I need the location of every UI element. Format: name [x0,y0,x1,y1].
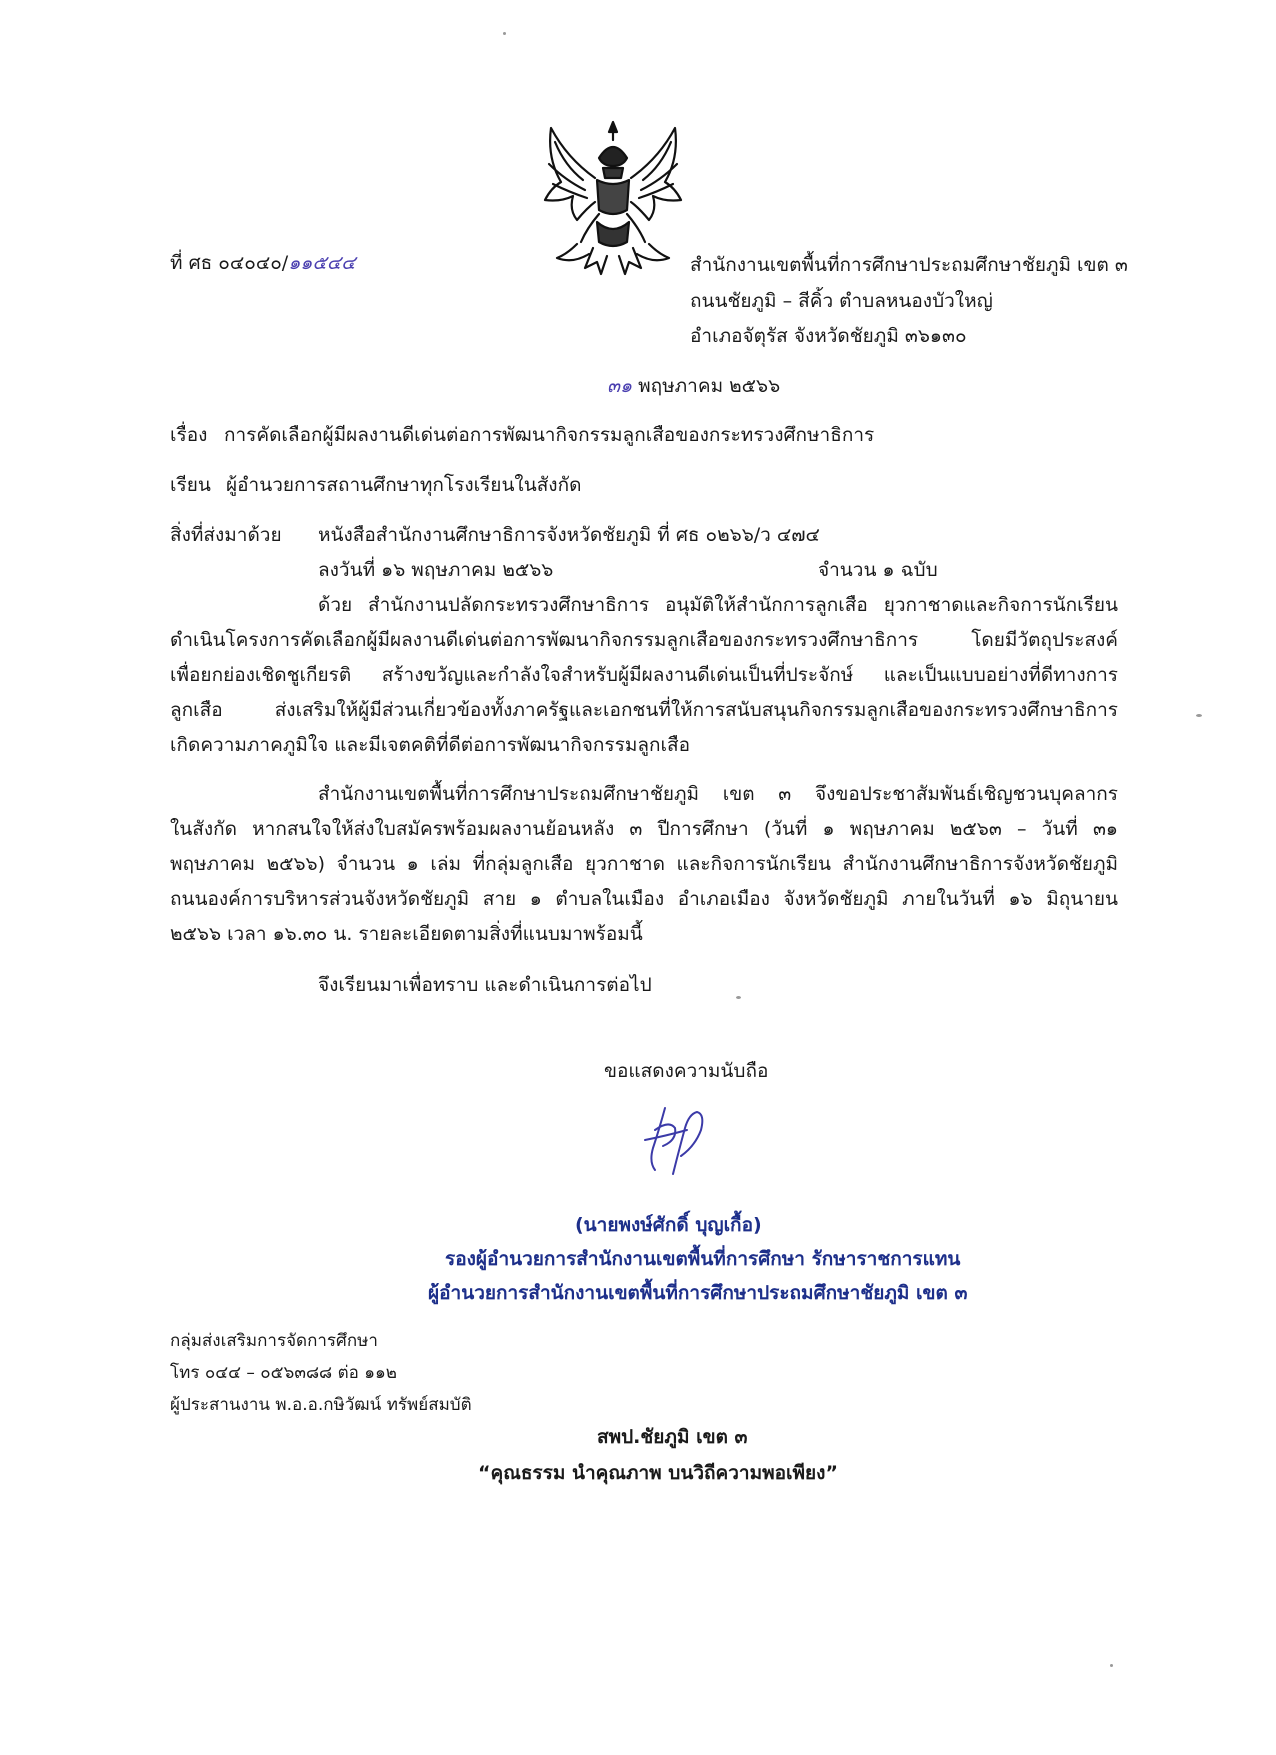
paragraph2-line1: สำนักงานเขตพื้นที่การศึกษาประถมศึกษาชัยภูมิ เขต ๓ จึงขอประชาสัมพันธ์เชิญชวนบุคลากร [318,783,1118,805]
date-month-year: พฤษภาคม ๒๕๖๖ [638,375,781,397]
reference-number-prefix: ที่ ศธ ๐๔๐๔๐/ [170,252,289,274]
scan-speck [1196,714,1202,717]
enclosure-label: สิ่งที่ส่งมาด้วย [170,524,282,546]
signer-title-line2: ผู้อำนวยการสำนักงานเขตพื้นที่การศึกษาประถมศึกษาชัยภูมิ เขต ๓ [428,1282,968,1304]
paragraph2-line2: ในสังกัด หากสนใจให้ส่งใบสมัครพร้อมผลงานย้อนหลัง ๓ ปีการศึกษา (วันที่ ๑ พฤษภาคม ๒๕๖๓ – วันที่ ๓๑ [170,818,1118,840]
footer-office-short: สพป.ชัยภูมิ เขต ๓ [597,1426,748,1448]
paragraph1-line5: เกิดความภาคภูมิใจ และมีเจตคติที่ดีต่อการพัฒนากิจกรรมลูกเสือ [170,734,691,756]
to-text: ผู้อำนวยการสถานศึกษาทุกโรงเรียนในสังกัด [226,474,582,496]
paragraph1-line4: ลูกเสือ ส่งเสริมให้ผู้มีส่วนเกี่ยวข้องทั้งภาครัฐและเอกชนที่ให้การสนับสนุนกิจกรรมลูกเสือของกระทรวงศึกษาธิการ [170,699,1118,721]
paragraph1-line1: ด้วย สำนักงานปลัดกระทรวงศึกษาธิการ อนุมัติให้สำนักการลูกเสือ ยุวกาชาดและกิจการนักเรียน [318,594,1118,616]
enclosure-line2: ลงวันที่ ๑๖ พฤษภาคม ๒๕๖๖ [318,559,554,581]
footer-coordinator: ผู้ประสานงาน พ.อ.อ.กษิวัฒน์ ทรัพย์สมบัติ [170,1395,472,1415]
garuda-emblem-icon [537,118,689,278]
signer-title-line1: รองผู้อำนวยการสำนักงานเขตพื้นที่การศึกษา รักษาราชการแทน [445,1248,961,1270]
scan-speck [503,32,506,35]
enclosure-count: จำนวน ๑ ฉบับ [818,559,938,581]
handwritten-signature [635,1100,715,1180]
paragraph1-line2: ดำเนินโครงการคัดเลือกผู้มีผลงานดีเด่นต่อการพัฒนากิจกรรมลูกเสือของกระทรวงศึกษาธิการ โดยมีวัตถุประสงค์ [170,629,1118,651]
subject-label: เรื่อง [170,424,208,446]
subject-text: การคัดเลือกผู้มีผลงานดีเด่นต่อการพัฒนากิจกรรมลูกเสือของกระทรวงศึกษาธิการ [224,424,875,446]
paragraph2-line5: ๒๕๖๖ เวลา ๑๖.๓๐ น. รายละเอียดตามสิ่งที่แนบมาพร้อมนี้ [170,923,643,945]
sender-address-line3: อำเภอจัตุรัส จังหวัดชัยภูมิ ๓๖๑๓๐ [690,325,967,347]
scan-speck [1110,1664,1113,1667]
paragraph2-line4: ถนนองค์การบริหารส่วนจังหวัดชัยภูมิ สาย ๑ ตำบลในเมือง อำเภอเมือง จังหวัดชัยภูมิ ภายในวันที่ ๑๖ มิถุนายน [170,888,1118,910]
sender-address-line1: สำนักงานเขตพื้นที่การศึกษาประถมศึกษาชัยภูมิ เขต ๓ [690,254,1128,276]
enclosure-line1: หนังสือสำนักงานศึกษาธิการจังหวัดชัยภูมิ ที่ ศธ ๐๒๖๖/ว ๔๗๔ [318,524,820,546]
footer-phone: โทร ๐๔๔ – ๐๕๖๓๘๘ ต่อ ๑๑๒ [170,1363,398,1383]
scan-speck [736,996,741,999]
signer-name: (นายพงษ์ศักดิ์ บุญเกื้อ) [575,1214,762,1236]
to-label: เรียน [170,474,211,496]
paragraph1-line3: เพื่อยกย่องเชิดชูเกียรติ สร้างขวัญและกำลังใจสำหรับผู้มีผลงานดีเด่นเป็นที่ประจักษ์ และเป็นแบบอย่างที่ดีทางการ [170,664,1118,686]
footer-motto: “คุณธรรม นำคุณภาพ บนวิถีความพอเพียง” [478,1462,838,1484]
salutation: ขอแสดงความนับถือ [604,1060,769,1082]
date-day-handwritten: ๓๑ [607,375,633,397]
letter-date [607,373,780,399]
reference-number-handwritten: ๑๑๕๔๔ [288,252,356,274]
paragraph2-line3: พฤษภาคม ๒๕๖๖) จำนวน ๑ เล่ม ที่กลุ่มลูกเสือ ยุวกาชาด และกิจการนักเรียน สำนักงานศึกษาธิการจังหวัดชัยภูมิ [170,853,1118,875]
reference-number [170,250,355,276]
sender-address-line2: ถนนชัยภูมิ – สีคิ้ว ตำบลหนองบัวใหญ่ [690,290,993,312]
closing-sentence: จึงเรียนมาเพื่อทราบ และดำเนินการต่อไป [318,974,652,996]
footer-department: กลุ่มส่งเสริมการจัดการศึกษา [170,1331,378,1351]
